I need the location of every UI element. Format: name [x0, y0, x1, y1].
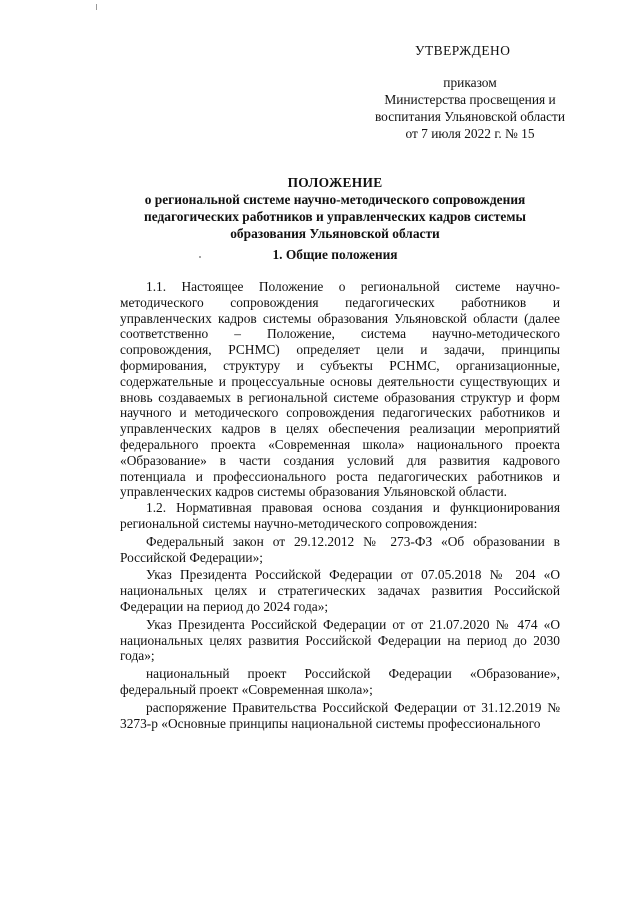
body-text: [120, 279, 560, 731]
section-heading: 1. Общие положения: [272, 247, 398, 262]
approval-line-2: Министерства просвещения и: [384, 92, 556, 107]
list-item-order-3273: распоряжение Правительства Российской Федерации от 31.12.2019 № 3273-р «Основные принципы национальной системы профессионального: [120, 699, 560, 731]
list-item-federal-law: Федеральный закон от 29.12.2012 № 273-ФЗ «Об образовании в Российской Федерации»;: [120, 533, 560, 565]
document-title: [110, 174, 560, 242]
scan-mark: [96, 4, 97, 10]
approval-line-3: воспитания Ульяновской области: [374, 109, 566, 124]
approval-word: УТВЕРЖДЕНО: [415, 43, 511, 58]
list-item-decree-204: Указ Президента Российской Федерации от 07.05.2018 № 204 «О национальных целях и стратегических задачах развития Российской Федерации на период до 2024 года»;: [120, 567, 560, 614]
list-item-decree-474: Указ Президента Российской Федерации от от 21.07.2020 № 474 «О национальных целях развития Российской Федерации на период до 2030 года»;: [120, 616, 560, 664]
approval-line-4: от 7 июля 2022 г. № 15: [405, 126, 535, 141]
title-main: ПОЛОЖЕНИЕ: [287, 175, 383, 190]
title-line-2: педагогических работников и управленческих кадров системы: [144, 209, 526, 224]
title-line-1: о региональной системе научно-методического сопровождения: [144, 192, 526, 207]
list-item-national-project: национальный проект Российской Федерации «Образование», федеральный проект «Современная школа»;: [120, 666, 560, 697]
paragraph-1-1: 1.1. Настоящее Положение о региональной системе научно-методического сопровождения педагогических работников и управленческих кадров системы образования Ульяновской области (далее соответственно – Положение, система научно-методического сопровождения, РСНМС) определяет цели и задачи, принципы формирования, структуру и субъекты РСНМС, организационные, содержательные и процессуальные основы деятельности существующих и вновь создаваемых в региональной системе образования структур и форм научного и методического сопровождения педагогических работников и управленческих кадров в целях обеспечения реализации мероприятий федерального проекта «Современная школа» национального проекта «Образование» в части создания условий для развития кадрового потенциала и профессионального роста педагогических работников и управленческих кадров системы образования Ульяновской области.: [120, 279, 560, 500]
approval-line-1: приказом: [443, 75, 497, 90]
paragraph-1-2: 1.2. Нормативная правовая основа создания и функционирования региональной системы научно-методического сопровождения:: [120, 500, 560, 531]
title-line-3: образования Ульяновской области: [230, 226, 440, 241]
